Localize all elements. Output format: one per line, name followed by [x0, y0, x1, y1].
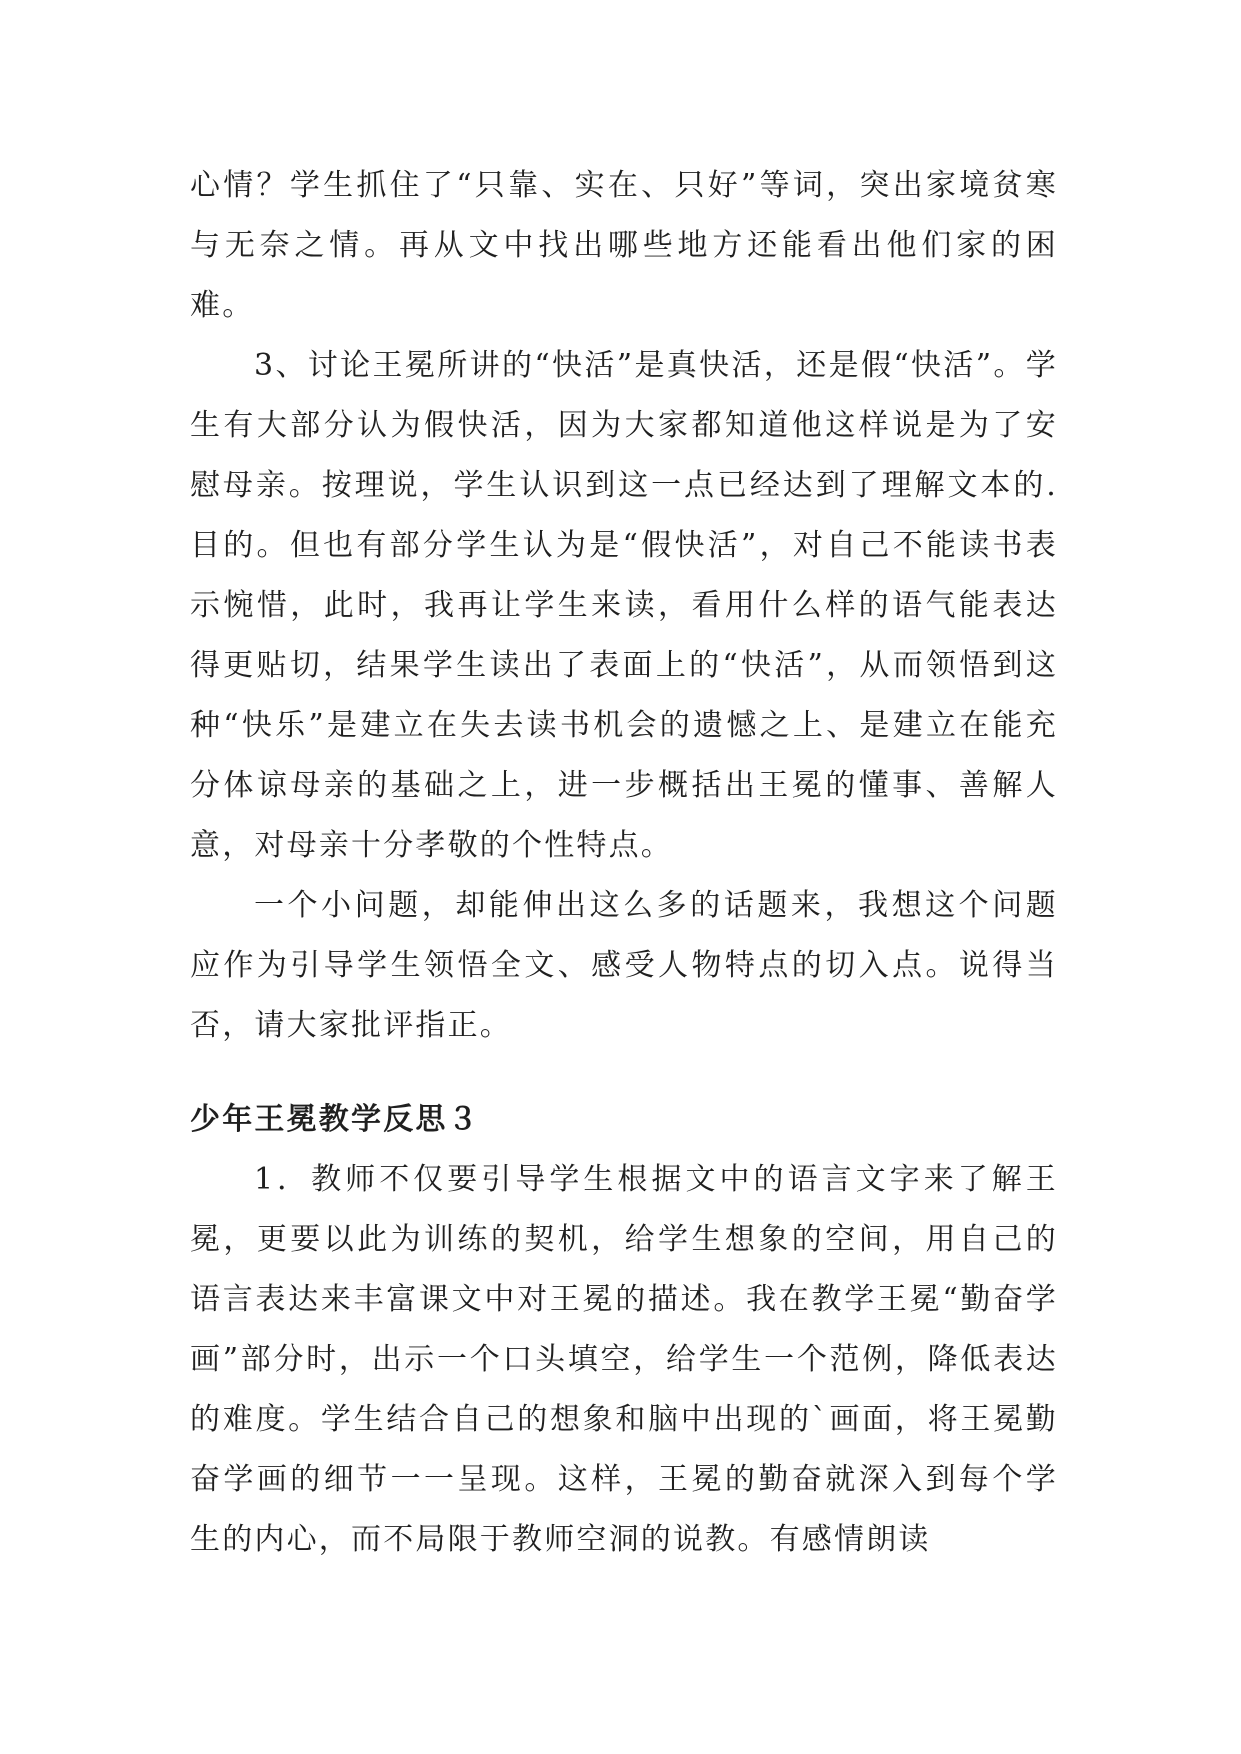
paragraph: 1．教师不仅要引导学生根据文中的语言文字来了解王冕，更要以此为训练的契机，给学生想象的空间，用自己的语言表达来丰富课文中对王冕的描述。我在教学王冕“勤奋学画”部分时，出示一个口头填空，给学生一个范例，降低表达的难度。学生结合自己的想象和脑中出现的`画面，将王冕勤奋学画的细节一一呈现。这样，王冕的勤奋就深入到每个学生的内心，而不局限于教师空洞的说教。有感情朗读	[190, 1162, 1058, 1557]
paragraph: 心情？学生抓住了“只靠、实在、只好”等词，突出家境贫寒与无奈之情。再从文中找出哪些地方还能看出他们家的困难。	[190, 168, 1058, 323]
section-heading: 少年王冕教学反思３	[190, 1102, 480, 1137]
paragraph: 一个小问题，却能伸出这么多的话题来，我想这个问题应作为引导学生领悟全文、感受人物特点的切入点。说得当否，请大家批评指正。	[190, 888, 1058, 1043]
paragraph: 3、讨论王冕所讲的“快活”是真快活，还是假“快活”。学生有大部分认为假快活，因为大家都知道他这样说是为了安慰母亲。按理说，学生认识到这一点已经达到了理解文本的.目的。但也有部分学生认为是“假快活”，对自己不能读书表示惋惜，此时，我再让学生来读，看用什么样的语气能表达得更贴切，结果学生读出了表面上的“快活”，从而领悟到这种“快乐”是建立在失去读书机会的遗憾之上、是建立在能充分体谅母亲的基础之上，进一步概括出王冕的懂事、善解人意，对母亲十分孝敬的个性特点。	[190, 348, 1058, 863]
body-text-top	[190, 156, 1058, 1056]
body-text-bottom	[190, 1150, 1058, 1570]
